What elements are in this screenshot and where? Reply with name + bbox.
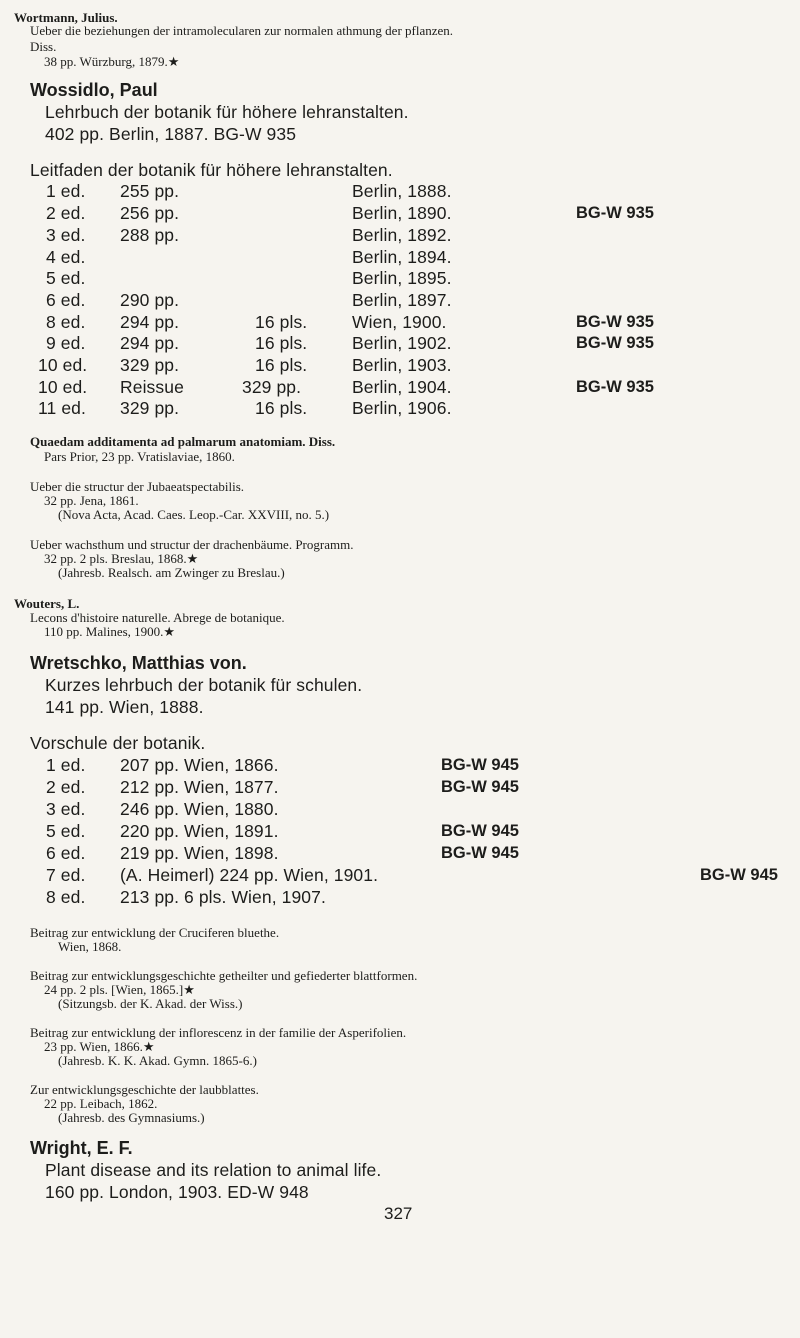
- page-number: 327: [384, 1204, 413, 1223]
- edition-plates: 16 pls.: [255, 355, 308, 375]
- edition-pages: Reissue: [120, 377, 184, 397]
- edition-number: 8 ed.: [46, 312, 86, 332]
- call-number: BG-W 935: [576, 313, 654, 331]
- edition-number: 6 ed.: [46, 290, 86, 310]
- call-number: BG-W 945: [441, 778, 519, 796]
- entry-title-wortmann: Ueber die beziehungen der intramolecularen zur normalen athmung der pflanzen.: [30, 23, 454, 38]
- entry-note-wretschko-laubblattes: (Jahresb. des Gymnasiums.): [58, 1110, 205, 1125]
- edition-plates: 329 pp.: [242, 377, 302, 397]
- edition-number: 2 ed.: [46, 777, 86, 797]
- entry-pub-wretschko-asperifolien: 23 pp. Wien, 1866.★: [44, 1039, 155, 1054]
- call-number: BG-W 945: [441, 822, 519, 840]
- edition-place: Wien, 1900.: [352, 312, 447, 332]
- edition-number: 3 ed.: [46, 225, 86, 245]
- edition-details: 212 pp. Wien, 1877.: [120, 777, 279, 797]
- edition-details: 219 pp. Wien, 1898.: [120, 843, 279, 863]
- entry-diss-wortmann: Diss.: [30, 39, 57, 54]
- edition-pages: 288 pp.: [120, 225, 180, 245]
- entry-title-wouters: Lecons d'histoire naturelle. Abrege de botanique.: [30, 610, 285, 625]
- edition-place: Berlin, 1894.: [352, 247, 452, 267]
- edition-details: (A. Heimerl) 224 pp. Wien, 1901.: [120, 865, 379, 885]
- edition-details: 220 pp. Wien, 1891.: [120, 821, 279, 841]
- edition-number: 11 ed.: [38, 398, 86, 418]
- edition-place: Berlin, 1903.: [352, 355, 452, 375]
- edition-details: 207 pp. Wien, 1866.: [120, 755, 279, 775]
- entry-title-wretschko-blattformen: Beitrag zur entwicklungsgeschichte getheilter und gefiederter blattformen.: [30, 968, 418, 983]
- entry-title-wossidlo-leitfaden: Leitfaden der botanik für höhere lehranstalten.: [30, 160, 393, 180]
- edition-pages: 256 pp.: [120, 203, 180, 223]
- edition-place: Berlin, 1904.: [352, 377, 452, 397]
- entry-author-wortmann: Wortmann, Julius.: [14, 10, 118, 25]
- entry-pub-wretschko-blattformen: 24 pp. 2 pls. [Wien, 1865.]★: [44, 982, 195, 997]
- call-number: BG-W 945: [441, 756, 519, 774]
- edition-place: Berlin, 1897.: [352, 290, 452, 310]
- entry-note-wossidlo-drachen: (Jahresb. Realsch. am Zwinger zu Breslau.): [58, 565, 285, 580]
- entry-title-wossidlo-lehrbuch: Lehrbuch der botanik für höhere lehranstalten.: [45, 102, 409, 122]
- call-number: BG-W 935: [576, 378, 654, 396]
- entry-title-wossidlo-drachen: Ueber wachsthum und structur der drachenbäume. Programm.: [30, 537, 354, 552]
- entry-title-wretschko-kurzes: Kurzes lehrbuch der botanik für schulen.: [45, 675, 363, 695]
- edition-number: 10 ed.: [38, 377, 88, 397]
- entry-note-wretschko-asperifolien: (Jahresb. K. K. Akad. Gymn. 1865-6.): [58, 1053, 257, 1068]
- entry-title-wretschko-vorschule: Vorschule der botanik.: [30, 733, 206, 753]
- edition-place: Berlin, 1906.: [352, 398, 452, 418]
- entry-pub-wretschko-laubblattes: 22 pp. Leibach, 1862.: [44, 1096, 158, 1111]
- edition-number: 6 ed.: [46, 843, 86, 863]
- entry-title-wright: Plant disease and its relation to animal life.: [45, 1160, 382, 1180]
- entry-pub-wretschko-cruciferen: Wien, 1868.: [58, 939, 122, 954]
- edition-number: 1 ed.: [46, 755, 86, 775]
- edition-place: Berlin, 1895.: [352, 268, 452, 288]
- entry-author-wouters: Wouters, L.: [14, 596, 80, 611]
- edition-details: 213 pp. 6 pls. Wien, 1907.: [120, 887, 326, 907]
- entry-title-wossidlo-quaedam: Quaedam additamenta ad palmarum anatomiam. Diss.: [30, 434, 336, 449]
- edition-pages: 329 pp.: [120, 355, 180, 375]
- edition-pages: 294 pp.: [120, 333, 180, 353]
- edition-place: Berlin, 1888.: [352, 181, 452, 201]
- edition-plates: 16 pls.: [255, 333, 308, 353]
- edition-number: 7 ed.: [46, 865, 86, 885]
- call-number: BG-W 935: [576, 204, 654, 222]
- entry-pub-wossidlo-drachen: 32 pp. 2 pls. Breslau, 1868.★: [44, 551, 199, 566]
- edition-pages: 290 pp.: [120, 290, 180, 310]
- entry-title-wretschko-laubblattes: Zur entwicklungsgeschichte der laubblattes.: [30, 1082, 259, 1097]
- edition-pages: 255 pp.: [120, 181, 180, 201]
- call-number: BG-W 935: [576, 334, 654, 352]
- entry-pub-wossidlo-quaedam: Pars Prior, 23 pp. Vratislaviae, 1860.: [44, 449, 235, 464]
- edition-plates: 16 pls.: [255, 398, 308, 418]
- edition-number: 4 ed.: [46, 247, 86, 267]
- edition-number: 10 ed.: [38, 355, 88, 375]
- edition-place: Berlin, 1892.: [352, 225, 452, 245]
- call-number: BG-W 945: [441, 844, 519, 862]
- entry-author-wretschko: Wretschko, Matthias von.: [30, 653, 247, 673]
- entry-pub-wright: 160 pp. London, 1903. ED-W 948: [45, 1182, 309, 1202]
- entry-title-wretschko-asperifolien: Beitrag zur entwicklung der inflorescenz in der familie der Asperifolien.: [30, 1025, 407, 1040]
- edition-number: 3 ed.: [46, 799, 86, 819]
- entry-author-wossidlo: Wossidlo, Paul: [30, 80, 158, 100]
- edition-details: 246 pp. Wien, 1880.: [120, 799, 279, 819]
- edition-number: 5 ed.: [46, 821, 86, 841]
- entry-author-wright: Wright, E. F.: [30, 1138, 133, 1158]
- entry-pub-wossidlo-jubaea: 32 pp. Jena, 1861.: [44, 493, 139, 508]
- entry-pub-wortmann: 38 pp. Würzburg, 1879.★: [44, 54, 180, 69]
- edition-number: 9 ed.: [46, 333, 86, 353]
- entry-title-wretschko-cruciferen: Beitrag zur entwicklung der Cruciferen bluethe.: [30, 925, 280, 940]
- edition-number: 5 ed.: [46, 268, 86, 288]
- entry-title-wossidlo-jubaea: Ueber die structur der Jubaeatspectabilis.: [30, 479, 245, 494]
- entry-pub-wretschko-kurzes: 141 pp. Wien, 1888.: [45, 697, 204, 717]
- entry-note-wretschko-blattformen: (Sitzungsb. der K. Akad. der Wiss.): [58, 996, 243, 1011]
- edition-plates: 16 pls.: [255, 312, 308, 332]
- edition-pages: 329 pp.: [120, 398, 180, 418]
- call-number: BG-W 945: [700, 866, 778, 884]
- edition-pages: 294 pp.: [120, 312, 180, 332]
- edition-number: 8 ed.: [46, 887, 86, 907]
- entry-pub-wossidlo-lehrbuch: 402 pp. Berlin, 1887. BG-W 935: [45, 124, 297, 144]
- edition-number: 1 ed.: [46, 181, 86, 201]
- edition-place: Berlin, 1890.: [352, 203, 452, 223]
- entry-note-wossidlo-jubaea: (Nova Acta, Acad. Caes. Leop.-Car. XXVIII, no. 5.): [58, 507, 330, 522]
- edition-place: Berlin, 1902.: [352, 333, 452, 353]
- edition-number: 2 ed.: [46, 203, 86, 223]
- entry-pub-wouters: 110 pp. Malines, 1900.★: [44, 624, 176, 639]
